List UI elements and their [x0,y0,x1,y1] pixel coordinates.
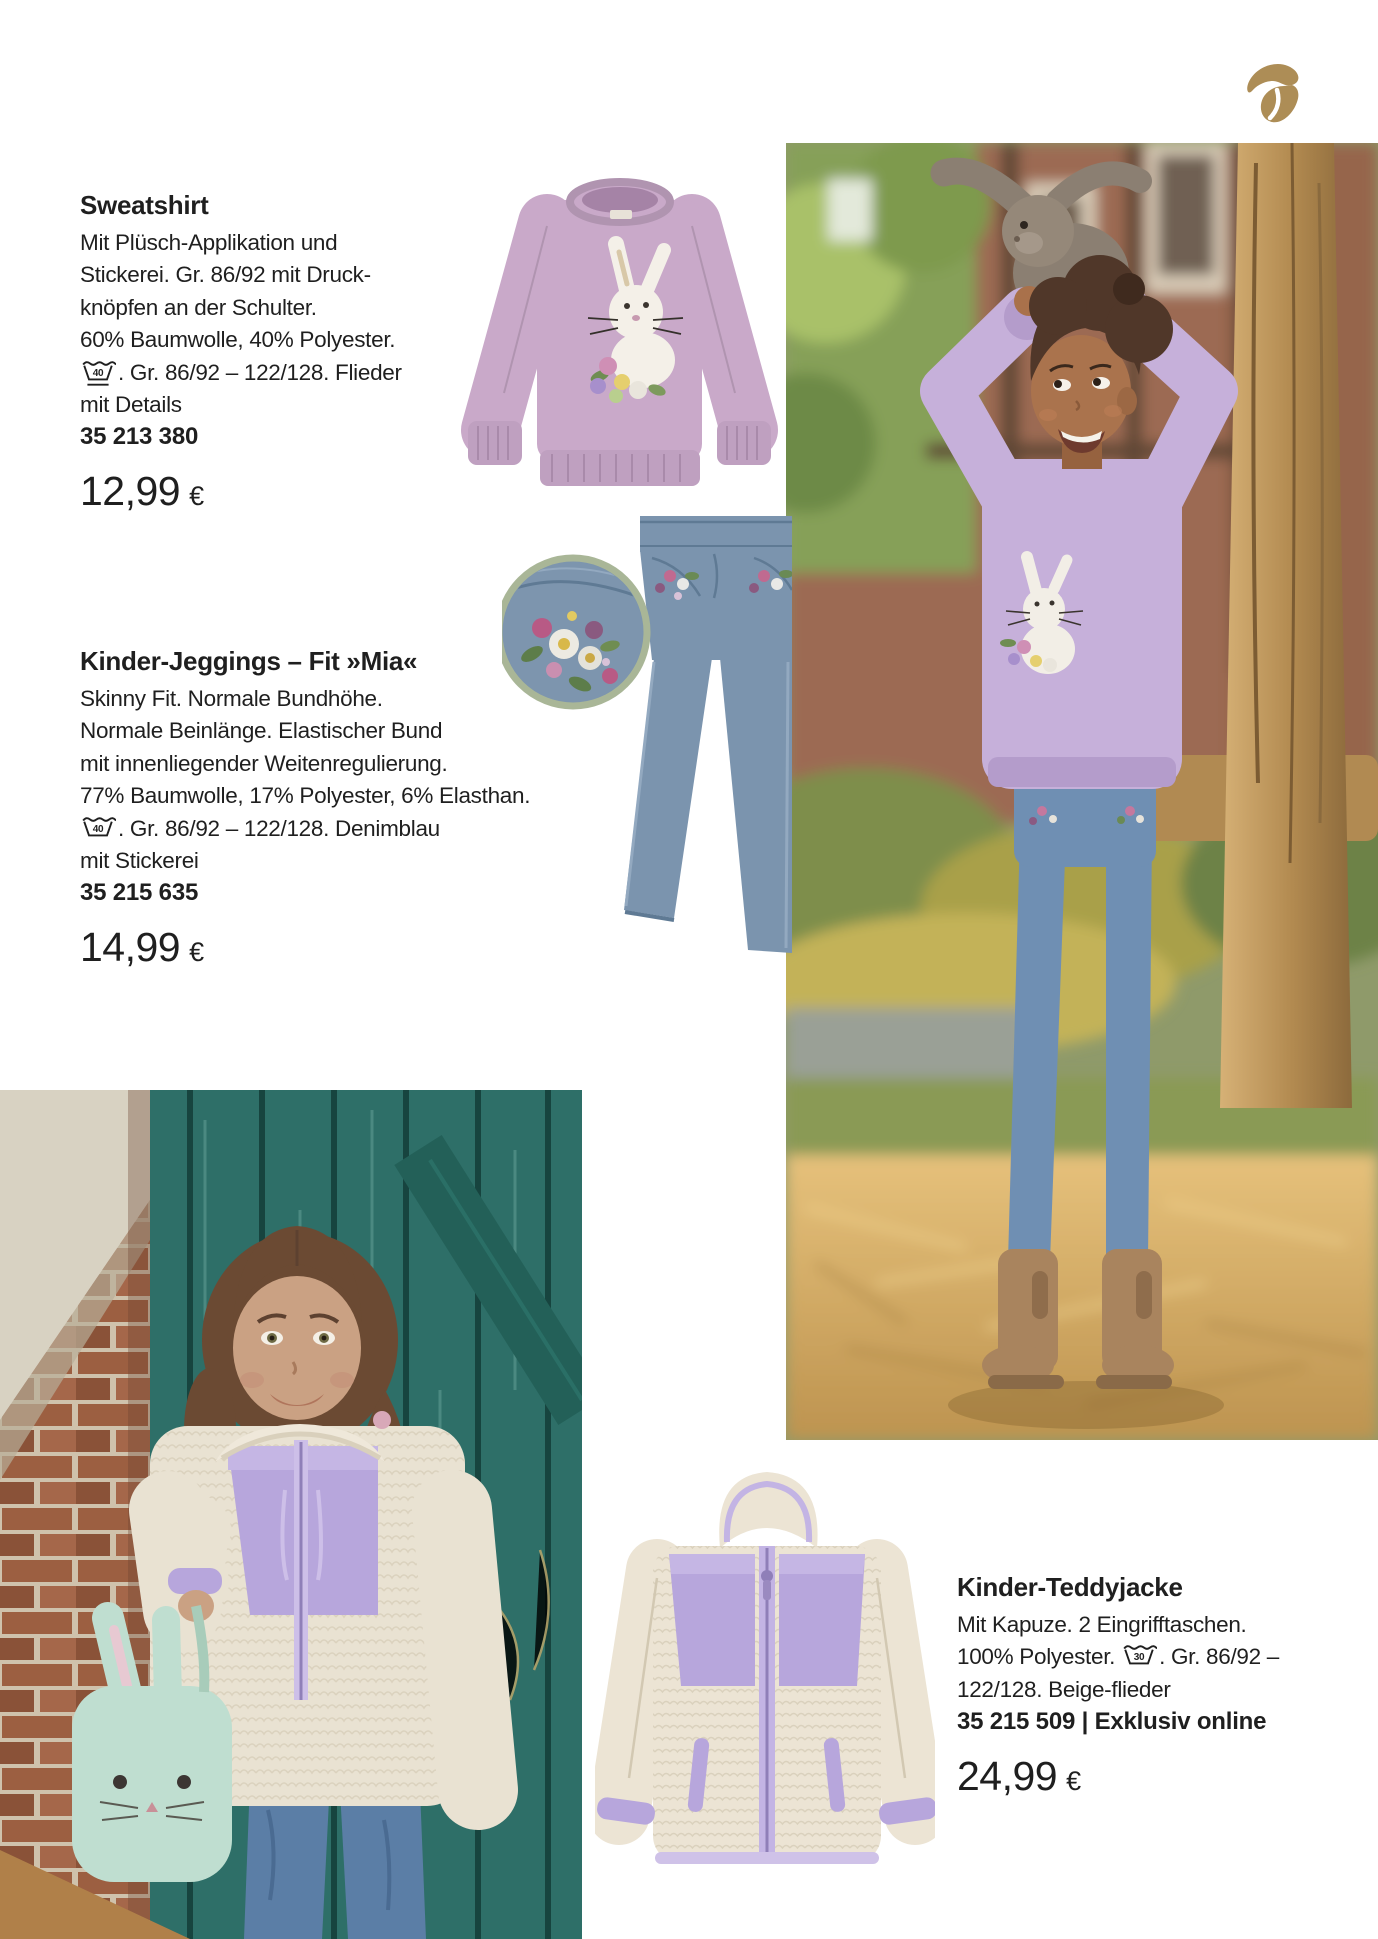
care-line [80,813,530,845]
description-line: Skinny Fit. Normale Bundhöhe. [80,686,383,711]
price [957,1753,1279,1800]
description-line: Mit Kapuze. 2 Eingrifftaschen. [957,1612,1247,1637]
care-suffix: . Gr. 86/92 – [1159,1644,1279,1670]
description-line: Stickerei. Gr. 86/92 mit Druck- [80,262,371,288]
currency-symbol: € [189,936,204,967]
description-line: 77% Baumwolle, 17% Polyester, 6% Elasthan. [80,783,531,809]
wash-40-icon [80,813,116,843]
care-line [80,357,402,389]
article-number: 35 215 509 | Exklusiv online [957,1708,1267,1736]
product-title: Kinder-Jeggings – Fit »Mia« [80,646,418,676]
description-line: 122/128. Beige-flieder [957,1676,1171,1702]
tchibo-bean-logo [1240,58,1314,138]
product-title: Kinder-Teddyjacke [957,1572,1183,1602]
description-line: Normale Beinlänge. Elastischer Bund [80,718,443,744]
care-line [957,1641,1279,1673]
article-number: 35 215 635 [80,879,199,907]
product-info-teddyjacke [957,1572,1279,1800]
currency-symbol: € [189,480,204,511]
product-info-sweatshirt [80,190,402,515]
price [80,468,402,515]
price-value: 14,99 [80,923,181,970]
product-info-jeggings [80,646,530,971]
description-line: Mit Plüsch-Applikation und [80,230,338,255]
description-line: knöpfen an der Schulter. [80,294,317,320]
description-line: mit innenliegender Weitenregulierung. [80,750,448,776]
price-value: 12,99 [80,467,181,514]
photo-girl-with-plush-bunny [786,143,1378,1440]
care-prefix: 100% Polyester. [957,1644,1122,1670]
teddyjacke-product-image [595,1458,935,1898]
description-line: mit Stickerei [80,848,199,874]
article-number: 35 213 380 [80,423,199,451]
currency-symbol: € [1066,1765,1081,1796]
description-line: 60% Baumwolle, 40% Polyester. [80,327,396,353]
care-suffix: . Gr. 86/92 – 122/128. Denimblau [118,815,440,841]
care-suffix: . Gr. 86/92 – 122/128. Flieder [118,359,402,385]
svg-text:30: 30 [1133,1652,1145,1664]
photo-girl-teddy-jacket [0,1090,582,1939]
description-line: mit Details [80,392,182,418]
price-value: 24,99 [957,1752,1058,1799]
jeggings-garment [624,516,792,953]
teddy-jacket-garment [596,1472,935,1864]
wash-40-icon [80,357,116,387]
wash-30-icon [1121,1641,1157,1671]
svg-text:40: 40 [92,823,104,835]
svg-text:40: 40 [92,367,104,379]
price [80,924,530,971]
product-title: Sweatshirt [80,190,209,220]
jeggings-product-image [502,418,792,953]
